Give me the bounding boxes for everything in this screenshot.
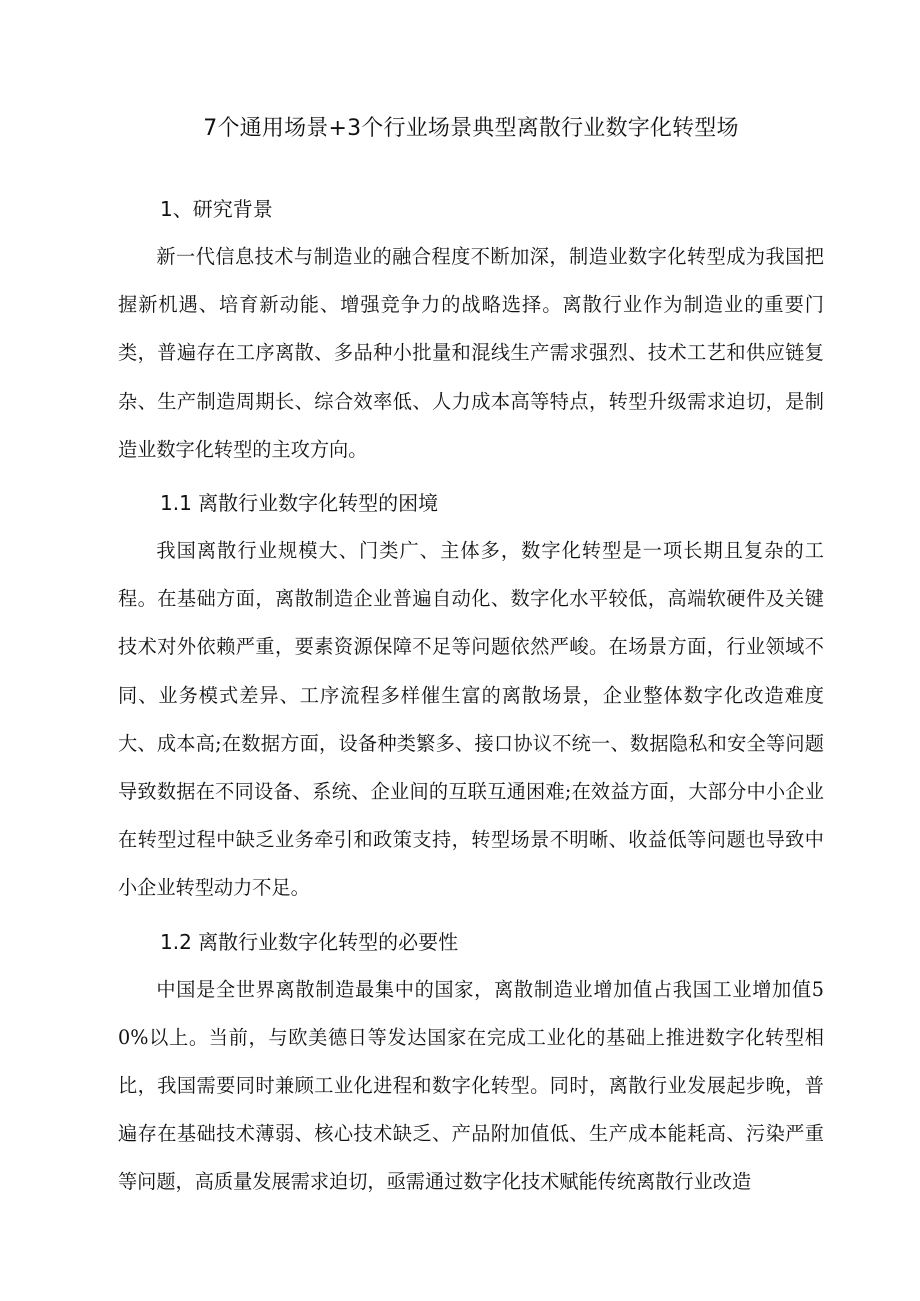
document-title: 7个通用场景+3个行业场景典型离散行业数字化转型场 [203, 116, 739, 141]
paragraph-transformation-necessity: 中国是全世界离散制造最集中的国家，离散制造业增加值占我国工业增加值50%以上。当前，与欧美德日等发达国家在完成工业化的基础上推进数字化转型相比，我国需要同时兼顾工业化进程和数字化转型。同时，离散行业发展起步晚，普遍存在基础技术薄弱、核心技术缺乏、产品附加值低、生产成本能耗高、污染严重等问题，高质量发展需求迫切，亟需通过数字化技术赋能传统离散行业改造 [118, 977, 824, 1194]
paragraph-research-background: 新一代信息技术与制造业的融合程度不断加深，制造业数字化转型成为我国把握新机遇、培育新动能、增强竞争力的战略选择。离散行业作为制造业的重要门类，普遍存在工序离散、多品种小批量和混线生产需求强烈、技术工艺和供应链复杂、生产制造周期长、综合效率低、人力成本高等特点，转型升级需求迫切，是制造业数字化转型的主攻方向。 [118, 245, 824, 461]
section-heading-research-background: 1、研究背景 [160, 197, 273, 221]
section-heading-transformation-dilemma: 1.1 离散行业数字化转型的困境 [160, 491, 439, 516]
section-heading-transformation-necessity: 1.2 离散行业数字化转型的必要性 [160, 929, 459, 954]
paragraph-transformation-dilemma: 我国离散行业规模大、门类广、主体多，数字化转型是一项长期且复杂的工程。在基础方面，离散制造企业普遍自动化、数字化水平较低，高端软硬件及关键技术对外依赖严重，要素资源保障不足等问题依然严峻。在场景方面，行业领域不同、业务模式差异、工序流程多样催生富的离散场景，企业整体数字化改造难度大、成本高;在数据方面，设备种类繁多、接口协议不统一、数据隐私和安全等问题导致数据在不同设备、系统、企业间的互联互通困难;在效益方面，大部分中小企业在转型过程中缺乏业务牵引和政策支持，转型场景不明晰、收益低等问题也导致中小企业转型动力不足。 [118, 539, 824, 900]
